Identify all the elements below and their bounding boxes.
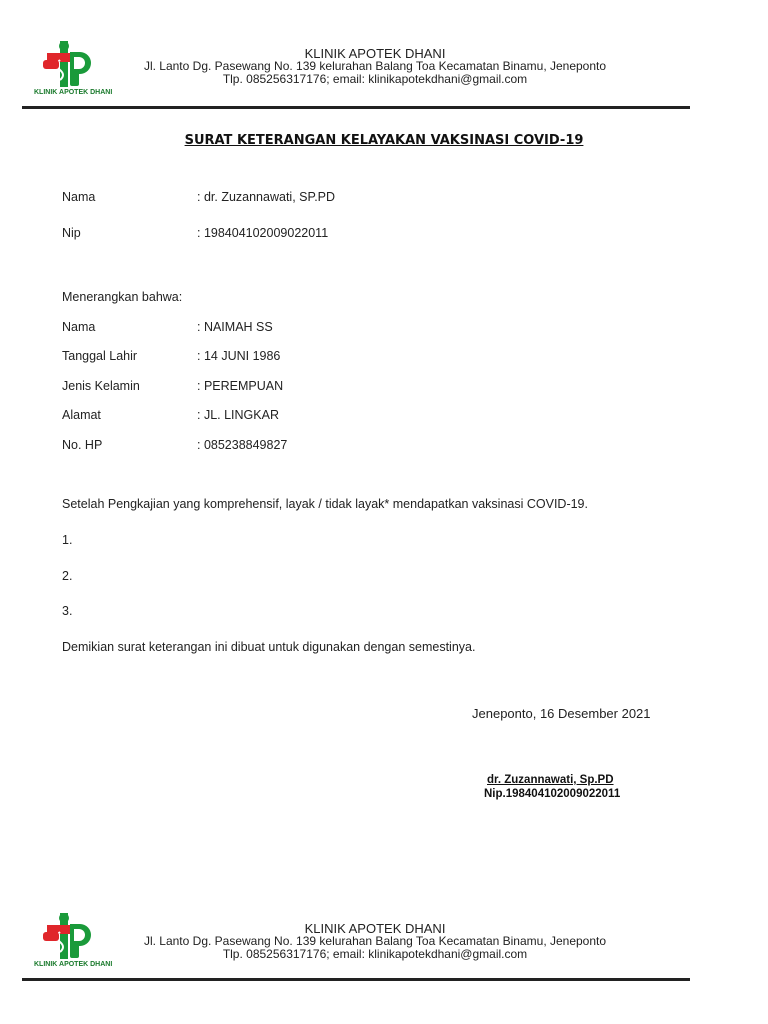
clinic-logo-icon: [30, 40, 110, 90]
doctor-nip-value: : 198404102009022011: [197, 226, 329, 240]
clinic-logo-icon: [30, 912, 110, 962]
list-item: 3.: [62, 604, 73, 618]
patient-name-value: : NAIMAH SS: [197, 320, 273, 334]
patient-address-value: : JL. LINGKAR: [197, 408, 279, 422]
doctor-nip-label: Nip: [62, 226, 81, 240]
signer-nip: Nip.198404102009022011: [484, 788, 621, 800]
patient-dob-value: : 14 JUNI 1986: [197, 349, 281, 363]
closing-text: Demikian surat keterangan ini dibuat untuk digunakan dengan semestinya.: [62, 640, 476, 654]
header-text: [120, 47, 630, 86]
intro-text: Menerangkan bahwa:: [62, 290, 183, 304]
assessment-text: Setelah Pengkajian yang komprehensif, layak / tidak layak* mendapatkan vaksinasi COVID-19.: [62, 497, 588, 511]
footer-contact: Tlp. 085256317176; email: klinikapotekdhani@gmail.com: [222, 947, 528, 961]
logo-caption: KLINIK APOTEK DHANI: [34, 961, 113, 968]
patient-phone-value: : 085238849827: [197, 438, 288, 452]
footer-address: Jl. Lanto Dg. Pasewang No. 139 kelurahan Balang Toa Kecamatan Binamu, Jeneponto: [143, 934, 607, 948]
footer-text: [120, 922, 630, 961]
patient-gender-value: : PEREMPUAN: [197, 379, 284, 393]
list-item: 1.: [62, 533, 73, 547]
patient-phone-label: No. HP: [62, 438, 103, 452]
clinic-address: Jl. Lanto Dg. Pasewang No. 139 kelurahan Balang Toa Kecamatan Binamu, Jeneponto: [143, 59, 607, 73]
place-date: Jeneponto, 16 Desember 2021: [472, 706, 651, 721]
header-divider: [22, 106, 690, 109]
footer-clinic-name: KLINIK APOTEK DHANI: [304, 921, 446, 936]
document-title: SURAT KETERANGAN KELAYAKAN VAKSINASI COVID-19: [184, 133, 584, 148]
clinic-logo: [30, 40, 113, 102]
clinic-contact: Tlp. 085256317176; email: klinikapotekdhani@gmail.com: [222, 72, 528, 86]
logo-caption: KLINIK APOTEK DHANI: [34, 89, 113, 96]
signer-name: dr. Zuzannawati, Sp.PD: [487, 774, 614, 786]
doctor-name-value: : dr. Zuzannawati, SP.PD: [197, 190, 336, 204]
clinic-name: KLINIK APOTEK DHANI: [304, 46, 446, 61]
patient-dob-label: Tanggal Lahir: [62, 349, 138, 363]
footer-divider: [22, 978, 690, 981]
doctor-name-label: Nama: [62, 190, 96, 204]
list-item: 2.: [62, 569, 73, 583]
patient-address-label: Alamat: [62, 408, 101, 422]
footer-logo: [30, 912, 113, 974]
patient-gender-label: Jenis Kelamin: [62, 379, 140, 393]
patient-name-label: Nama: [62, 320, 96, 334]
